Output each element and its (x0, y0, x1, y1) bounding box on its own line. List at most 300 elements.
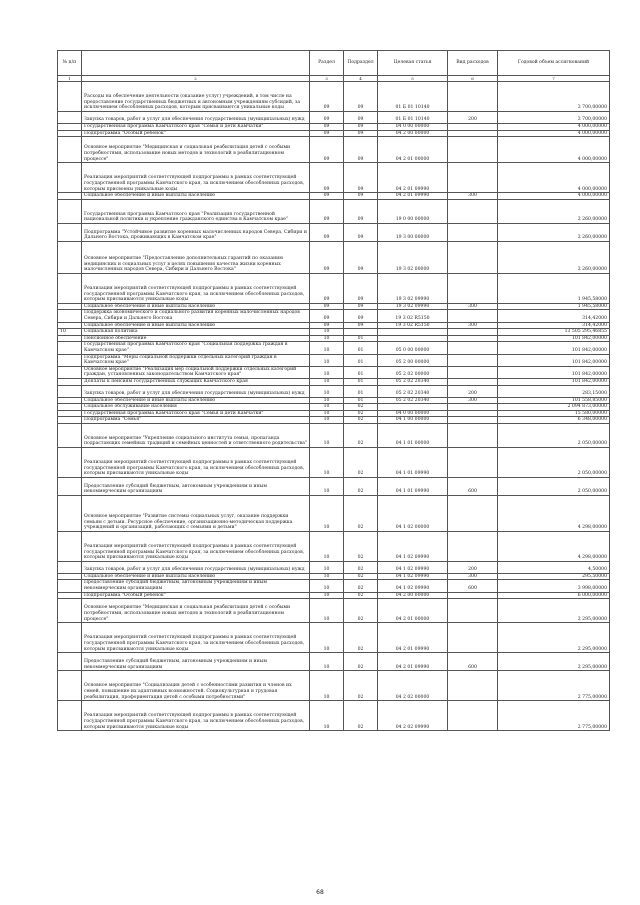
row-target-article: 19 3 02 R5150 (378, 310, 448, 322)
row-number (58, 580, 82, 592)
row-name: Государственная программа Камчатского края "Семья и дети Камчатки" (82, 124, 310, 131)
row-number (58, 163, 82, 193)
table-row (58, 423, 610, 447)
row-subsection: 09 (344, 193, 378, 200)
table-row (58, 303, 610, 310)
row-section: 10 (310, 653, 344, 671)
row-amount: 3 700,00000 (498, 82, 610, 112)
row-name: Социальное обеспечение и иные выплаты населению (82, 322, 310, 329)
table-row (58, 378, 610, 385)
row-section: 10 (310, 592, 344, 599)
row-name: Реализация мероприятий соответствующей подпрограммы в рамках соответствующей государственной программы Камчатского края, за исключением обособленных расходов, которым присвоены уникальные коды (82, 163, 310, 193)
table-row (58, 477, 610, 495)
table-row (58, 366, 610, 378)
row-expense-type (448, 410, 498, 417)
row-expense-type: 300 (448, 303, 498, 310)
row-number (58, 397, 82, 404)
row-number (58, 335, 82, 342)
row-target-article: 04 1 00 00000 (378, 417, 448, 424)
row-number (58, 447, 82, 477)
row-target-article: 05 2 00 00000 (378, 354, 448, 366)
row-section: 09 (310, 193, 344, 200)
row-target-article: 04 2 00 00000 (378, 130, 448, 137)
row-subsection: 02 (344, 592, 378, 599)
row-subsection: 02 (344, 404, 378, 411)
row-amount: 1 945,58000 (498, 303, 610, 310)
row-subsection: 01 (344, 335, 378, 342)
row-name: Пенсионное обеспечение (82, 335, 310, 342)
row-subsection: 01 (344, 385, 378, 397)
row-section: 10 (310, 623, 344, 653)
table-row (58, 335, 610, 342)
row-target-article: 19 3 02 R5150 (378, 322, 448, 329)
row-expense-type (448, 592, 498, 599)
row-name: Социальное обеспечение и иные выплаты населению (82, 573, 310, 580)
table-row (58, 599, 610, 623)
row-expense-type (448, 495, 498, 531)
row-expense-type (448, 599, 498, 623)
column-number: 2 (82, 76, 310, 82)
row-subsection: 09 (344, 137, 378, 163)
header-expense: Вид расходов (448, 51, 498, 76)
row-target-article (378, 329, 448, 336)
row-target-article: 05 0 00 00000 (378, 342, 448, 354)
row-subsection: 02 (344, 653, 378, 671)
row-expense-type (448, 366, 498, 378)
column-number: 7 (498, 76, 610, 82)
row-name: Основное мероприятие "Медицинская и социальная реабилитация детей с особыми потребностями, использование новых методов и технологий в реабилитационном процессе" (82, 137, 310, 163)
row-name: Основное мероприятие "Реализация мер социальной поддержки отдельных категорий граждан, установленных законодательством Камчатского края" (82, 366, 310, 378)
row-number (58, 354, 82, 366)
header-num: № п/п (58, 51, 82, 76)
row-expense-type: 300 (448, 322, 498, 329)
row-subsection: 09 (344, 130, 378, 137)
row-subsection: 09 (344, 112, 378, 124)
row-section: 10 (310, 477, 344, 495)
row-name: Предоставление субсидий бюджетным, автономным учреждениям и иным некоммерческим организациям (82, 477, 310, 495)
row-name: Подпрограмма "Меры социальной поддержки отдельных категорий граждан в Камчатском крае" (82, 354, 310, 366)
row-expense-type: 200 (448, 112, 498, 124)
row-target-article: 04 2 01 09990 (378, 163, 448, 193)
row-section: 09 (310, 241, 344, 273)
row-name: Социальное обеспечение и иные выплаты населению (82, 397, 310, 404)
row-amount: 283,15000 (498, 385, 610, 397)
row-section: 10 (310, 580, 344, 592)
row-name: Поддержка экономического и социального развития коренных малочисленных народов Севера, Сибири и Дальнего Востока (82, 310, 310, 322)
row-target-article: 04 2 02 09990 (378, 701, 448, 731)
row-subsection: 02 (344, 599, 378, 623)
page-number: 68 (316, 889, 324, 896)
row-subsection: 01 (344, 342, 378, 354)
row-target-article: 19 3 02 00000 (378, 241, 448, 273)
row-expense-type (448, 531, 498, 561)
row-number (58, 573, 82, 580)
row-expense-type (448, 223, 498, 241)
row-number (58, 366, 82, 378)
row-name: Реализация мероприятий соответствующей подпрограммы в рамках соответствующей государственной программы Камчатского края, за исключением обособленных расходов, которым присваиваются уникальные коды (82, 273, 310, 303)
table-row (58, 329, 610, 336)
row-amount: 4 000,00000 (498, 163, 610, 193)
row-target-article: 04 2 01 09990 (378, 193, 448, 200)
row-subsection: 02 (344, 477, 378, 495)
table-row (58, 112, 610, 124)
row-name: Реализация мероприятий соответствующей подпрограммы в рамках соответствующей государственной программы Камчатского края, за исключением обособленных расходов, которым присваиваются уникальные коды (82, 531, 310, 561)
row-number (58, 477, 82, 495)
row-subsection: 02 (344, 701, 378, 731)
row-amount: 4 000,00000 (498, 137, 610, 163)
row-number (58, 310, 82, 322)
row-name: Реализация мероприятий соответствующей подпрограммы в рамках соответствующей государственной программы Камчатского края, за исключением обособленных расходов, которым присваиваются уникальные коды (82, 701, 310, 731)
row-amount: 2 050,00000 (498, 477, 610, 495)
row-section: 10 (310, 378, 344, 385)
row-amount: 6 348,00000 (498, 417, 610, 424)
row-section: 10 (310, 573, 344, 580)
row-expense-type (448, 335, 498, 342)
row-name: Реализация мероприятий соответствующей подпрограммы в рамках соответствующей государственной программы Камчатского края, за исключением обособленных расходов, которым присваиваются уникальные коды (82, 623, 310, 653)
row-section: 10 (310, 561, 344, 573)
row-amount: 1 945,58000 (498, 273, 610, 303)
row-name: Расходы на обеспечение деятельности (оказание услуг) учреждений, в том числе на предоставление государственных бюджетных и автономным учреждениям субсидий, за исключением обособленных расходов, которым присваиваются уникальные коды (82, 82, 310, 112)
row-subsection: 02 (344, 423, 378, 447)
row-subsection: 09 (344, 124, 378, 131)
row-name: Государственная программа Камчатского края "Семья и дети Камчатки" (82, 410, 310, 417)
row-target-article: 04 1 01 00000 (378, 423, 448, 447)
row-number (58, 385, 82, 397)
row-section: 09 (310, 310, 344, 322)
row-expense-type (448, 354, 498, 366)
table-row (58, 495, 610, 531)
row-section: 10 (310, 354, 344, 366)
row-number (58, 342, 82, 354)
row-target-article: 19 0 00 00000 (378, 199, 448, 223)
row-section: 10 (310, 397, 344, 404)
row-section: 09 (310, 82, 344, 112)
row-expense-type (448, 130, 498, 137)
row-number (58, 531, 82, 561)
row-number (58, 273, 82, 303)
table-row (58, 671, 610, 701)
row-number (58, 653, 82, 671)
table-row (58, 137, 610, 163)
row-subsection: 09 (344, 273, 378, 303)
row-target-article: 19 3 02 09990 (378, 273, 448, 303)
column-number: 5 (378, 76, 448, 82)
row-expense-type: 600 (448, 477, 498, 495)
row-expense-type (448, 378, 498, 385)
row-target-article: 05 2 02 20340 (378, 378, 448, 385)
row-section: 10 (310, 701, 344, 731)
row-subsection: 09 (344, 310, 378, 322)
row-amount: 2 775,00000 (498, 701, 610, 731)
row-name: Социальная политика (82, 329, 310, 336)
column-number: 4 (344, 76, 378, 82)
row-subsection: 01 (344, 366, 378, 378)
row-amount: 2 260,00000 (498, 223, 610, 241)
table-row (58, 561, 610, 573)
row-expense-type: 200 (448, 385, 498, 397)
column-number: 6 (448, 76, 498, 82)
row-name: Закупка товаров, работ и услуг для обеспечения государственных (муниципальных) нужд (82, 112, 310, 124)
row-amount: 4 000,00000 (498, 130, 610, 137)
row-name: Подпрограмма "Устойчивое развитие коренных малочисленных народов Севера, Сибири и Дальнего Востока, проживающих в Камчатском крае" (82, 223, 310, 241)
row-expense-type (448, 310, 498, 322)
row-amount: 2 260,00000 (498, 199, 610, 223)
row-section: 09 (310, 303, 344, 310)
row-section: 10 (310, 329, 344, 336)
row-number (58, 223, 82, 241)
row-target-article: 04 2 00 00000 (378, 592, 448, 599)
row-subsection: 09 (344, 303, 378, 310)
header-subsection: Подраздел (344, 51, 378, 76)
row-expense-type (448, 417, 498, 424)
table-row (58, 573, 610, 580)
header-name (82, 51, 310, 76)
row-subsection: 02 (344, 495, 378, 531)
row-name: Предоставление субсидий бюджетным, автономным учреждениям и иным некоммерческим организациям (82, 653, 310, 671)
row-number (58, 193, 82, 200)
row-amount: 101 842,00000 (498, 335, 610, 342)
row-target-article: 04 1 02 09990 (378, 561, 448, 573)
row-section: 09 (310, 112, 344, 124)
row-amount: 2 295,00000 (498, 599, 610, 623)
row-target-article: 04 1 02 00000 (378, 495, 448, 531)
row-amount: 2 050,00000 (498, 423, 610, 447)
table-row (58, 623, 610, 653)
table-row (58, 653, 610, 671)
row-section: 10 (310, 335, 344, 342)
row-expense-type (448, 701, 498, 731)
row-number (58, 561, 82, 573)
row-expense-type (448, 623, 498, 653)
row-target-article: 01 Б 01 10140 (378, 112, 448, 124)
budget-table (57, 50, 610, 731)
row-expense-type: 600 (448, 580, 498, 592)
row-name: Подпрограмма "Семья" (82, 417, 310, 424)
row-expense-type (448, 163, 498, 193)
row-subsection: 02 (344, 447, 378, 477)
row-number (58, 130, 82, 137)
row-number (58, 417, 82, 424)
row-target-article: 04 1 02 09990 (378, 531, 448, 561)
row-section: 10 (310, 495, 344, 531)
row-subsection: 02 (344, 580, 378, 592)
row-subsection: 01 (344, 378, 378, 385)
row-subsection: 09 (344, 241, 378, 273)
table-row (58, 124, 610, 131)
row-section: 09 (310, 273, 344, 303)
row-subsection: 02 (344, 561, 378, 573)
row-expense-type: 600 (448, 653, 498, 671)
row-number (58, 303, 82, 310)
table-row (58, 354, 610, 366)
row-amount: 101 842,00000 (498, 342, 610, 354)
table-row (58, 592, 610, 599)
row-amount: 314,42000 (498, 322, 610, 329)
row-number (58, 671, 82, 701)
row-section: 10 (310, 531, 344, 561)
row-name: Подпрограмма "Особый ребенок" (82, 592, 310, 599)
row-amount: 4,50000 (498, 561, 610, 573)
row-expense-type (448, 273, 498, 303)
row-amount: 2 260,00000 (498, 241, 610, 273)
row-name: Основное мероприятие "Предоставление дополнительных гарантий по оказанию медицинских и социальных услуг в целях повышения качества жизни коренных малочисленных народов Севера, Сибири и Дальнего Востока" (82, 241, 310, 273)
row-name: Социальное обеспечение и иные выплаты населению (82, 303, 310, 310)
row-expense-type (448, 82, 498, 112)
table-row (58, 410, 610, 417)
row-number (58, 592, 82, 599)
row-subsection: 02 (344, 671, 378, 701)
table-row (58, 273, 610, 303)
row-section: 10 (310, 423, 344, 447)
row-amount: 2 094 873,00000 (498, 404, 610, 411)
row-target-article: 04 0 00 00000 (378, 124, 448, 131)
row-name: Доплаты к пенсиям государственных служащих Камчатского края (82, 378, 310, 385)
row-subsection: 02 (344, 623, 378, 653)
row-amount: 2 295,00000 (498, 653, 610, 671)
row-section: 10 (310, 599, 344, 623)
row-number (58, 82, 82, 112)
row-target-article: 04 1 01 09990 (378, 447, 448, 477)
row-section: 10 (310, 385, 344, 397)
table-row (58, 241, 610, 273)
row-section: 10 (310, 366, 344, 378)
row-target-article (378, 335, 448, 342)
row-number (58, 378, 82, 385)
row-subsection: 02 (344, 417, 378, 424)
row-target-article: 04 2 01 00000 (378, 599, 448, 623)
row-subsection: 02 (344, 531, 378, 561)
row-expense-type (448, 124, 498, 131)
row-number (58, 241, 82, 273)
row-amount: 314,42000 (498, 310, 610, 322)
row-section: 09 (310, 322, 344, 329)
row-subsection: 09 (344, 223, 378, 241)
table-row (58, 130, 610, 137)
row-expense-type: 300 (448, 193, 498, 200)
row-section: 10 (310, 447, 344, 477)
row-target-article: 04 2 01 09990 (378, 653, 448, 671)
header-amount: Годовой объем ассигнований (498, 51, 610, 76)
table-row (58, 404, 610, 411)
row-name: Государственная программа Камчатского края "Социальная поддержка граждан в Камчатском крае" (82, 342, 310, 354)
row-number (58, 423, 82, 447)
row-number (58, 124, 82, 131)
row-expense-type: 200 (448, 561, 498, 573)
row-expense-type (448, 329, 498, 336)
row-amount: 4 298,00000 (498, 495, 610, 531)
row-number (58, 322, 82, 329)
row-section: 09 (310, 124, 344, 131)
row-number (58, 199, 82, 223)
row-amount: 4 000,00000 (498, 124, 610, 131)
row-amount: 101 842,00000 (498, 378, 610, 385)
row-amount: 2 050,00000 (498, 447, 610, 477)
row-number (58, 404, 82, 411)
row-section: 09 (310, 130, 344, 137)
row-section: 10 (310, 404, 344, 411)
row-target-article: 19 3 00 00000 (378, 223, 448, 241)
row-amount: 4 000,00000 (498, 193, 610, 200)
row-section: 09 (310, 163, 344, 193)
row-subsection: 01 (344, 397, 378, 404)
row-expense-type (448, 137, 498, 163)
table-row (58, 701, 610, 731)
row-amount: 2 295,00000 (498, 623, 610, 653)
row-subsection: 09 (344, 199, 378, 223)
row-target-article: 04 1 02 09990 (378, 573, 448, 580)
table-row (58, 531, 610, 561)
row-amount: 101 842,00000 (498, 354, 610, 366)
row-expense-type: 300 (448, 573, 498, 580)
row-section: 10 (310, 342, 344, 354)
row-expense-type (448, 423, 498, 447)
row-target-article: 04 2 01 09990 (378, 623, 448, 653)
row-amount: 101 842,00000 (498, 366, 610, 378)
row-amount: 3 700,00000 (498, 112, 610, 124)
header-section: Раздел (310, 51, 344, 76)
row-section: 09 (310, 199, 344, 223)
row-name: Основное мероприятие "Развитие системы социальных услуг, оказание поддержки семьям с детьми. Ресурсное обеспечение, организационно-методическая поддержка учреждений и организаций, работающих с семьями и детьми" (82, 495, 310, 531)
row-number (58, 137, 82, 163)
row-number (58, 623, 82, 653)
table-row (58, 417, 610, 424)
table-row (58, 447, 610, 477)
row-name: Социальное обслуживание населения (82, 404, 310, 411)
table-header-row (58, 51, 610, 76)
table-body (58, 82, 610, 731)
row-number: 10 (58, 329, 82, 336)
table-row (58, 223, 610, 241)
row-expense-type (448, 342, 498, 354)
column-number: 1 (58, 76, 82, 82)
row-amount: 3 998,00000 (498, 580, 610, 592)
row-number (58, 112, 82, 124)
table-row (58, 163, 610, 193)
row-subsection: 09 (344, 163, 378, 193)
row-section: 09 (310, 223, 344, 241)
table-row (58, 580, 610, 592)
row-number (58, 495, 82, 531)
row-number (58, 701, 82, 731)
row-amount: 13 505 295,46855 (498, 329, 610, 336)
row-subsection: 01 (344, 354, 378, 366)
row-target-article: 19 3 02 09990 (378, 303, 448, 310)
row-subsection (344, 329, 378, 336)
row-target-article: 04 1 02 09990 (378, 580, 448, 592)
row-name: Подпрограмма "Особый ребенок" (82, 130, 310, 137)
row-name: Социальное обеспечение и иные выплаты населению (82, 193, 310, 200)
column-number: 3 (310, 76, 344, 82)
table-row (58, 193, 610, 200)
row-name: Закупка товаров, работ и услуг для обеспечения государственных (муниципальных) нужд (82, 561, 310, 573)
row-name: Закупка товаров, работ и услуг для обеспечения государственных (муниципальных) нужд (82, 385, 310, 397)
row-amount: 2 775,00000 (498, 671, 610, 701)
row-subsection: 02 (344, 573, 378, 580)
table-row (58, 342, 610, 354)
row-expense-type (448, 671, 498, 701)
row-subsection: 09 (344, 82, 378, 112)
row-target-article: 05 2 02 20340 (378, 385, 448, 397)
row-name: Основное мероприятие "Медицинская и социальная реабилитация детей с особыми потребностями, использование новых методов и технологий в реабилитационном процессе" (82, 599, 310, 623)
row-target-article: 05 2 02 00000 (378, 366, 448, 378)
row-subsection: 09 (344, 322, 378, 329)
row-name: Основное мероприятие "Укрепление социального института семьи, пропаганда подрастающих семейных традиций и семейных ценностей и ответственного родительства" (82, 423, 310, 447)
row-target-article (378, 404, 448, 411)
row-target-article: 04 2 02 00000 (378, 671, 448, 701)
row-name: Государственная программа Камчатского края "Реализация государственной национальной политики и укрепление гражданского единства в Камчатском крае" (82, 199, 310, 223)
row-section: 10 (310, 417, 344, 424)
row-subsection: 02 (344, 410, 378, 417)
